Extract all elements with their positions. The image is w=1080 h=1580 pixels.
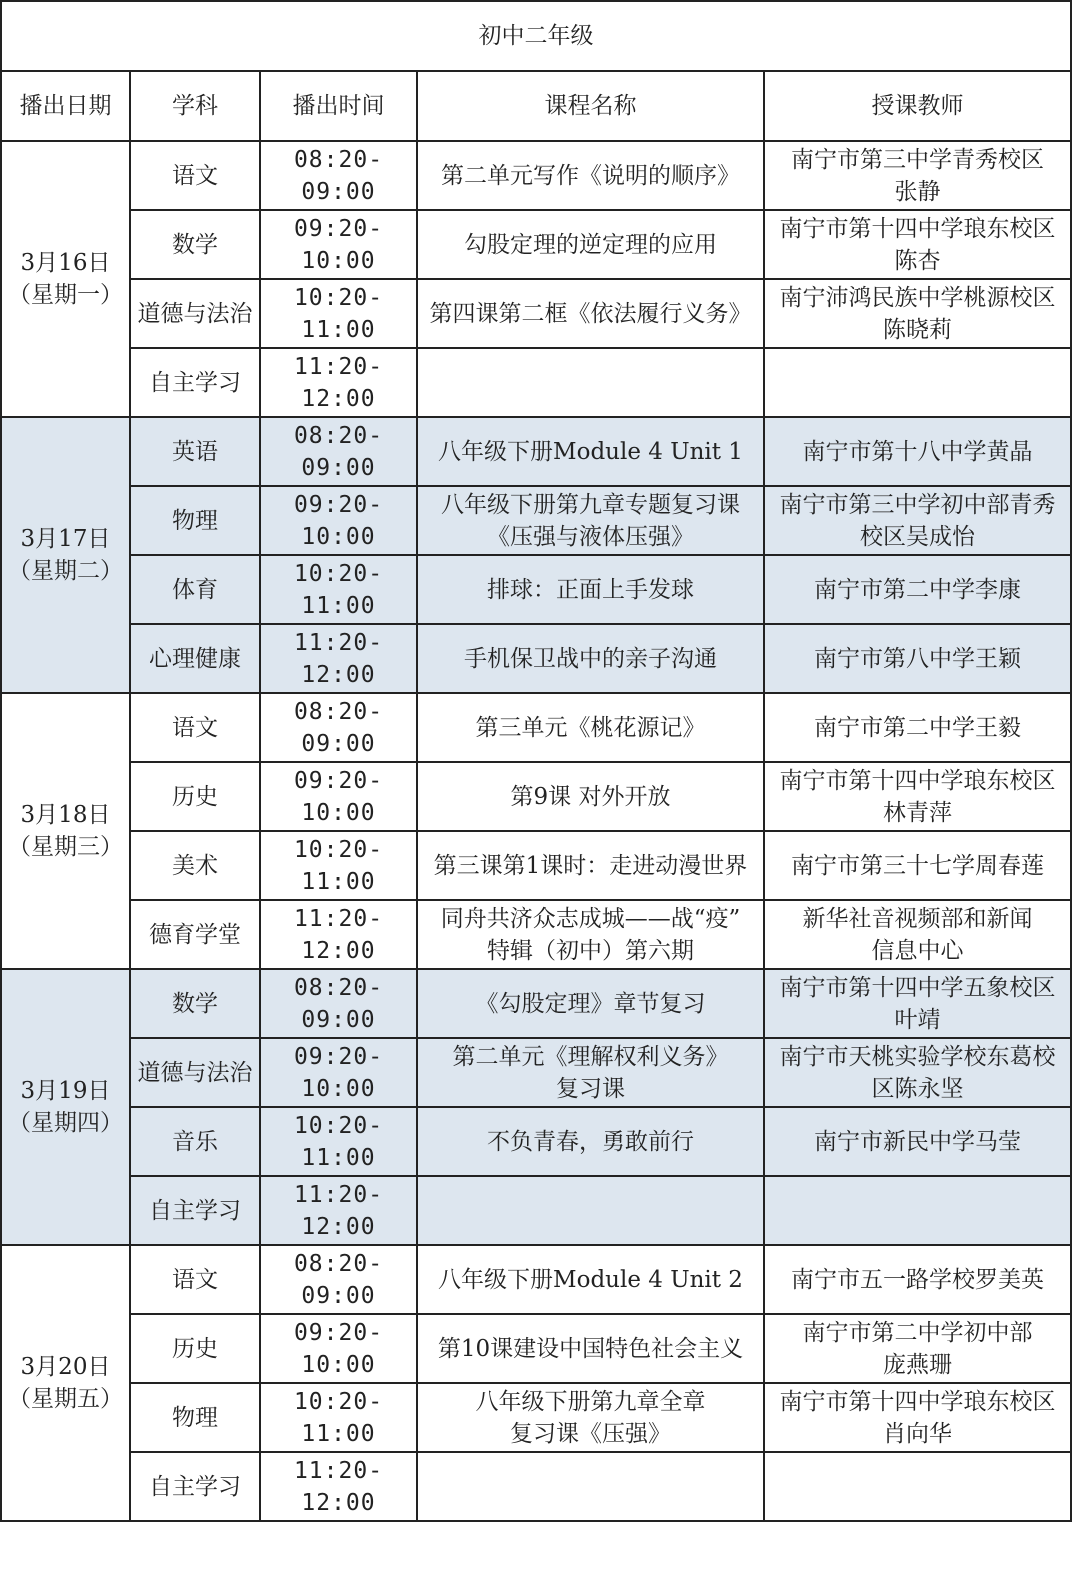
table-row [1, 969, 1071, 1038]
teacher-cell [764, 1107, 1071, 1176]
header-teacher: 授课教师 [764, 71, 1071, 141]
weekday-label: （星期二） [8, 558, 123, 584]
course-cell [417, 1314, 764, 1383]
time-cell: 08:20-09:00 [260, 969, 417, 1038]
subject-cell: 体育 [130, 555, 260, 624]
header-time: 播出时间 [260, 71, 417, 141]
subject-cell: 语文 [130, 141, 260, 210]
course-line: 第9课 对外开放 [510, 783, 671, 810]
teacher-line: 南宁市第十四中学琅东校区 [779, 1388, 1056, 1415]
teacher-cell [764, 1314, 1071, 1383]
table-row [1, 900, 1071, 969]
subject-cell: 英语 [130, 417, 260, 486]
table-row [1, 210, 1071, 279]
date-label: 3月16日 [20, 250, 111, 276]
time-cell: 09:20-10:00 [260, 762, 417, 831]
subject-cell: 自主学习 [130, 348, 260, 417]
subject-cell: 物理 [130, 1383, 260, 1452]
table-row [1, 279, 1071, 348]
teacher-cell [764, 831, 1071, 900]
teacher-line: 区陈永坚 [871, 1075, 964, 1102]
subject-cell: 语文 [130, 693, 260, 762]
course-cell [417, 417, 764, 486]
header-row [1, 71, 1071, 141]
teacher-line: 叶靖 [894, 1006, 941, 1033]
teacher-line: 南宁市第三中学初中部青秀 [779, 491, 1056, 518]
teacher-line: 肖向华 [883, 1420, 952, 1447]
teacher-line: 南宁市五一路学校罗美英 [791, 1266, 1044, 1293]
course-line: 第二单元写作《说明的顺序》 [441, 162, 740, 189]
date-label: 3月17日 [20, 526, 111, 552]
subject-cell: 自主学习 [130, 1452, 260, 1521]
course-cell [417, 831, 764, 900]
course-line: 八年级下册Module 4 Unit 2 [438, 1266, 743, 1293]
course-line: 第三单元《桃花源记》 [475, 714, 706, 741]
teacher-cell [764, 348, 1071, 417]
course-cell [417, 1176, 764, 1245]
date-cell [1, 417, 130, 693]
teacher-line: 南宁市第十四中学五象校区 [779, 974, 1056, 1001]
course-line: 八年级下册第九章专题复习课 [441, 491, 740, 518]
schedule-body [1, 1, 1071, 1521]
teacher-line: 陈杏 [894, 247, 941, 274]
weekday-label: （星期一） [8, 282, 123, 308]
teacher-line: 南宁市第十四中学琅东校区 [779, 767, 1056, 794]
subject-cell: 道德与法治 [130, 279, 260, 348]
subject-cell: 历史 [130, 1314, 260, 1383]
course-cell [417, 1038, 764, 1107]
date-label: 3月18日 [20, 802, 111, 828]
course-cell [417, 210, 764, 279]
teacher-line: 林青萍 [883, 799, 952, 826]
course-cell [417, 1383, 764, 1452]
table-row [1, 831, 1071, 900]
time-cell: 11:20-12:00 [260, 900, 417, 969]
course-line: 同舟共济众志成城——战“疫” [440, 905, 741, 932]
course-line: 八年级下册Module 4 Unit 1 [438, 438, 743, 465]
course-line: 特辑（初中）第六期 [487, 937, 694, 964]
subject-cell: 心理健康 [130, 624, 260, 693]
time-cell: 09:20-10:00 [260, 1038, 417, 1107]
time-cell: 10:20-11:00 [260, 555, 417, 624]
date-cell [1, 1245, 130, 1521]
teacher-cell [764, 900, 1071, 969]
time-cell: 09:20-10:00 [260, 1314, 417, 1383]
date-cell [1, 693, 130, 969]
weekday-label: （星期三） [8, 834, 123, 860]
teacher-cell [764, 762, 1071, 831]
date-cell [1, 969, 130, 1245]
teacher-line: 校区吴成怡 [860, 523, 975, 550]
course-line: 《勾股定理》章节复习 [475, 990, 706, 1017]
course-line: 复习课《压强》 [510, 1420, 671, 1447]
table-row [1, 624, 1071, 693]
course-line: 勾股定理的逆定理的应用 [464, 231, 717, 258]
teacher-cell [764, 1038, 1071, 1107]
date-label: 3月20日 [20, 1354, 111, 1380]
time-cell: 09:20-10:00 [260, 486, 417, 555]
time-cell: 11:20-12:00 [260, 624, 417, 693]
date-label: 3月19日 [20, 1078, 111, 1104]
teacher-line: 南宁市第八中学王颖 [814, 645, 1021, 672]
course-cell [417, 1452, 764, 1521]
header-subject: 学科 [130, 71, 260, 141]
header-date: 播出日期 [1, 71, 130, 141]
table-row [1, 1245, 1071, 1314]
time-cell: 10:20-11:00 [260, 279, 417, 348]
teacher-cell [764, 417, 1071, 486]
subject-cell: 道德与法治 [130, 1038, 260, 1107]
teacher-line: 南宁市第三中学青秀校区 [791, 146, 1044, 173]
course-cell [417, 279, 764, 348]
time-cell: 10:20-11:00 [260, 1107, 417, 1176]
table-row [1, 348, 1071, 417]
teacher-line: 南宁市第十八中学黄晶 [802, 438, 1033, 465]
teacher-cell [764, 1176, 1071, 1245]
course-cell [417, 555, 764, 624]
table-row [1, 486, 1071, 555]
time-cell: 11:20-12:00 [260, 348, 417, 417]
table-row [1, 1314, 1071, 1383]
teacher-line: 庞燕珊 [883, 1351, 952, 1378]
teacher-line: 南宁市新民中学马莹 [814, 1128, 1021, 1155]
teacher-line: 南宁市第二中学初中部 [802, 1319, 1033, 1346]
teacher-cell [764, 624, 1071, 693]
course-line: 第四课第二框《依法履行义务》 [429, 300, 752, 327]
table-row [1, 555, 1071, 624]
table-row [1, 1176, 1071, 1245]
subject-cell: 音乐 [130, 1107, 260, 1176]
course-line: 第三课第1课时：走进动漫世界 [433, 852, 748, 879]
course-cell [417, 348, 764, 417]
teacher-line: 新华社音视频部和新闻 [802, 905, 1033, 932]
teacher-line: 南宁市天桃实验学校东葛校 [779, 1043, 1056, 1070]
teacher-line: 南宁沛鸿民族中学桃源校区 [779, 284, 1056, 311]
table-row [1, 1038, 1071, 1107]
time-cell: 08:20-09:00 [260, 693, 417, 762]
course-cell [417, 1245, 764, 1314]
teacher-line: 南宁市第二中学李康 [814, 576, 1021, 603]
course-line: 不负青春，勇敢前行 [487, 1128, 694, 1155]
table-row [1, 1107, 1071, 1176]
subject-cell: 自主学习 [130, 1176, 260, 1245]
teacher-line: 张静 [894, 178, 941, 205]
subject-cell: 德育学堂 [130, 900, 260, 969]
weekday-label: （星期四） [8, 1110, 123, 1136]
course-cell [417, 900, 764, 969]
course-line: 八年级下册第九章全章 [475, 1388, 706, 1415]
course-cell [417, 693, 764, 762]
course-line: 手机保卫战中的亲子沟通 [464, 645, 717, 672]
course-cell [417, 1107, 764, 1176]
time-cell: 10:20-11:00 [260, 831, 417, 900]
time-cell: 09:20-10:00 [260, 210, 417, 279]
teacher-line: 南宁市第二中学王毅 [814, 714, 1021, 741]
teacher-cell [764, 141, 1071, 210]
weekday-label: （星期五） [8, 1386, 123, 1412]
teacher-cell [764, 555, 1071, 624]
subject-cell: 物理 [130, 486, 260, 555]
time-cell: 11:20-12:00 [260, 1176, 417, 1245]
teacher-line: 南宁市第十四中学琅东校区 [779, 215, 1056, 242]
teacher-cell [764, 279, 1071, 348]
time-cell: 08:20-09:00 [260, 1245, 417, 1314]
date-cell [1, 141, 130, 417]
course-cell [417, 486, 764, 555]
time-cell: 11:20-12:00 [260, 1452, 417, 1521]
course-line: 第10课建设中国特色社会主义 [437, 1335, 744, 1362]
teacher-cell [764, 210, 1071, 279]
teacher-line: 信息中心 [871, 937, 964, 964]
course-line: 《压强与液体压强》 [487, 523, 694, 550]
title-row [1, 1, 1071, 71]
time-cell: 08:20-09:00 [260, 417, 417, 486]
teacher-cell [764, 693, 1071, 762]
teacher-cell [764, 1245, 1071, 1314]
subject-cell: 数学 [130, 210, 260, 279]
course-line: 复习课 [556, 1075, 625, 1102]
subject-cell: 数学 [130, 969, 260, 1038]
subject-cell: 历史 [130, 762, 260, 831]
teacher-cell [764, 1452, 1071, 1521]
teacher-cell [764, 1383, 1071, 1452]
table-row [1, 693, 1071, 762]
course-line: 第二单元《理解权利义务》 [452, 1043, 729, 1070]
teacher-cell [764, 486, 1071, 555]
teacher-cell [764, 969, 1071, 1038]
subject-cell: 美术 [130, 831, 260, 900]
table-title: 初中二年级 [1, 1, 1071, 71]
table-row [1, 762, 1071, 831]
teacher-line: 陈晓莉 [883, 316, 952, 343]
course-cell [417, 141, 764, 210]
time-cell: 10:20-11:00 [260, 1383, 417, 1452]
time-cell: 08:20-09:00 [260, 141, 417, 210]
course-cell [417, 969, 764, 1038]
subject-cell: 语文 [130, 1245, 260, 1314]
teacher-line: 南宁市第三十七学周春莲 [791, 852, 1044, 879]
course-line: 排球：正面上手发球 [487, 576, 694, 603]
table-row [1, 1452, 1071, 1521]
table-row [1, 141, 1071, 210]
course-cell [417, 624, 764, 693]
header-course: 课程名称 [417, 71, 764, 141]
table-row [1, 1383, 1071, 1452]
table-row [1, 417, 1071, 486]
course-cell [417, 762, 764, 831]
